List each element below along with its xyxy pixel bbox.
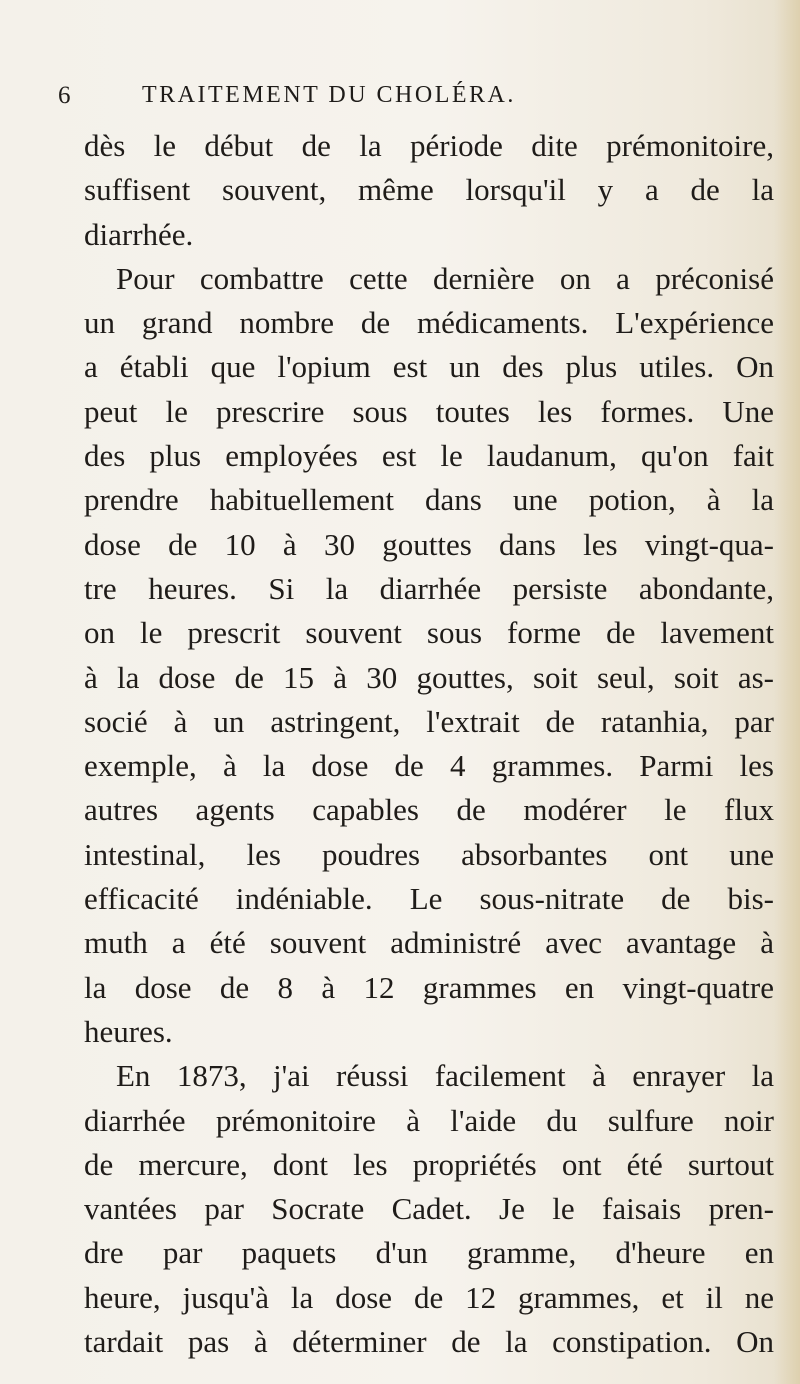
text-line: prendre habituellement dans une potion, à la xyxy=(84,482,774,518)
text-line: intestinal, les poudres absorbantes ont une xyxy=(84,836,774,872)
text-line: dose de 10 à 30 gouttes dans les vingt-qua- xyxy=(84,526,774,562)
text-line: tardait pas à déterminer de la constipation. On xyxy=(84,1324,774,1360)
text-line: on le prescrit souvent sous forme de lavement xyxy=(84,615,774,651)
text-line: exemple, à la dose de 4 grammes. Parmi les xyxy=(84,748,774,784)
text-line: autres agents capables de modérer le flux xyxy=(84,792,774,828)
text-line: suffisent souvent, même lorsqu'il y a de la xyxy=(84,172,774,208)
text-line: un grand nombre de médicaments. L'expérience xyxy=(84,305,774,341)
text-line: vantées par Socrate Cadet. Je le faisais pren- xyxy=(84,1191,774,1227)
text-line: En 1873, j'ai réussi facilement à enrayer la xyxy=(116,1058,774,1094)
text-line: muth a été souvent administré avec avantage à xyxy=(84,925,774,961)
text-line: à la dose de 15 à 30 gouttes, soit seul, soit as- xyxy=(84,659,774,695)
text-line: efficacité indéniable. Le sous-nitrate de bis- xyxy=(84,881,774,917)
text-line: de mercure, dont les propriétés ont été surtout xyxy=(84,1146,774,1182)
text-line: la dose de 8 à 12 grammes en vingt-quatre xyxy=(84,969,774,1005)
text-line: dre par paquets d'un gramme, d'heure en xyxy=(84,1235,774,1271)
text-line: a établi que l'opium est un des plus utiles. On xyxy=(84,349,774,385)
text-line: dès le début de la période dite prémonitoire, xyxy=(84,128,774,163)
running-title: TRAITEMENT DU CHOLÉRA. xyxy=(142,82,516,108)
page-number: 6 xyxy=(58,82,72,109)
text-line: heures. xyxy=(84,1013,173,1049)
text-line: des plus employées est le laudanum, qu'on fait xyxy=(84,438,774,474)
body-text xyxy=(84,124,774,1364)
text-line: Pour combattre cette dernière on a préconisé xyxy=(116,260,774,296)
text-line: peut le prescrire sous toutes les formes. Une xyxy=(84,393,774,429)
text-line: heure, jusqu'à la dose de 12 grammes, et il ne xyxy=(84,1279,774,1315)
page-edge-shadow xyxy=(774,0,800,1384)
text-line: tre heures. Si la diarrhée persiste abondante, xyxy=(84,570,774,606)
page-header xyxy=(58,82,578,112)
text-line: diarrhée prémonitoire à l'aide du sulfure noir xyxy=(84,1102,774,1138)
text-line: diarrhée. xyxy=(84,216,194,252)
text-line: socié à un astringent, l'extrait de ratanhia, par xyxy=(84,703,774,739)
